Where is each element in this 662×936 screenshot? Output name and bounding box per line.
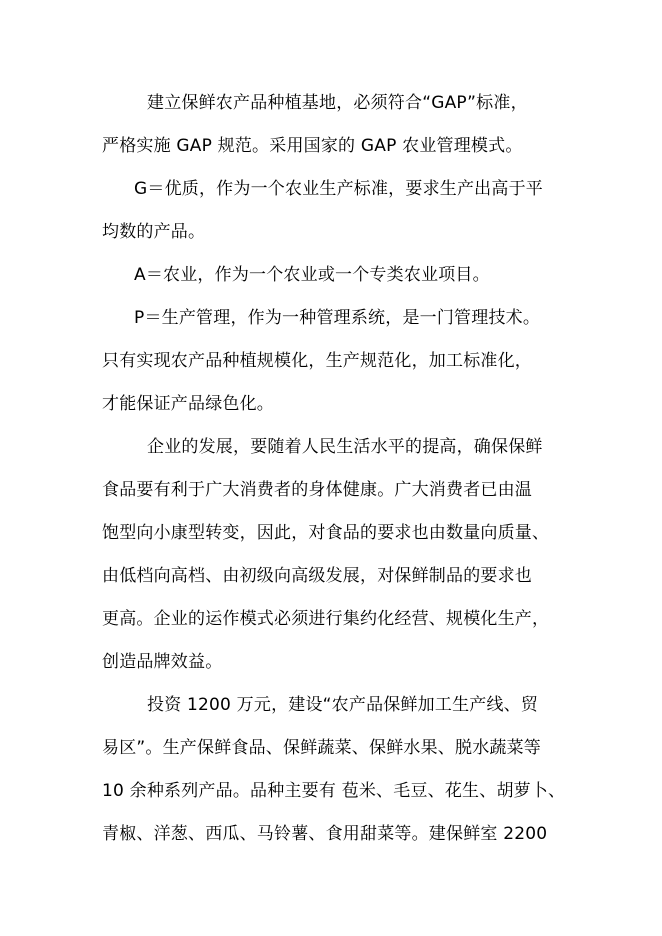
paragraph-5-line-5: 更高。企业的运作模式必须进行集约化经营、规模化生产， <box>102 609 550 629</box>
paragraph-5-line-6: 创造品牌效益。 <box>102 652 223 672</box>
paragraph-6-line-4: 青椒、洋葱、西瓜、马铃薯、食用甜菜等。建保鲜室 2200 <box>102 824 548 844</box>
paragraph-4-line-1: P＝生产管理，作为一种管理系统，是一门管理技术。 <box>134 308 541 328</box>
paragraph-5-line-2: 食品要有利于广大消费者的身体健康。广大消费者已由温 <box>102 480 532 500</box>
paragraph-5-line-4: 由低档向高档、由初级向高级发展，对保鲜制品的要求也 <box>102 566 532 586</box>
paragraph-1-line-2: 严格实施 GAP 规范。采用国家的 GAP 农业管理模式。 <box>102 136 523 156</box>
paragraph-4-line-2: 只有实现农产品种植规模化，生产规范化，加工标准化， <box>102 351 532 371</box>
paragraph-2-line-1: G＝优质，作为一个农业生产标准，要求生产出高于平 <box>134 179 543 199</box>
paragraph-4-line-3: 才能保证产品绿色化。 <box>102 394 274 414</box>
paragraph-5-line-1: 企业的发展，要随着人民生活水平的提高，确保保鲜 <box>147 437 543 457</box>
paragraph-6-line-1: 投资 1200 万元，建设“农产品保鲜加工生产线、贸 <box>147 695 539 715</box>
paragraph-6-line-2: 易区”。生产保鲜食品、保鲜蔬菜、保鲜水果、脱水蔬菜等 <box>102 738 542 758</box>
paragraph-1-line-1: 建立保鲜农产品种植基地，必须符合“GAP”标准， <box>147 93 528 113</box>
paragraph-5-line-3: 饱型向小康型转变，因此，对食品的要求也由数量向质量、 <box>102 523 550 543</box>
paragraph-2-line-2: 均数的产品。 <box>102 222 206 242</box>
paragraph-3-line-1: A＝农业，作为一个农业或一个专类农业项目。 <box>134 265 490 285</box>
paragraph-6-line-3: 10 余种系列产品。品种主要有 苞米、毛豆、花生、胡萝卜、 <box>102 781 566 801</box>
